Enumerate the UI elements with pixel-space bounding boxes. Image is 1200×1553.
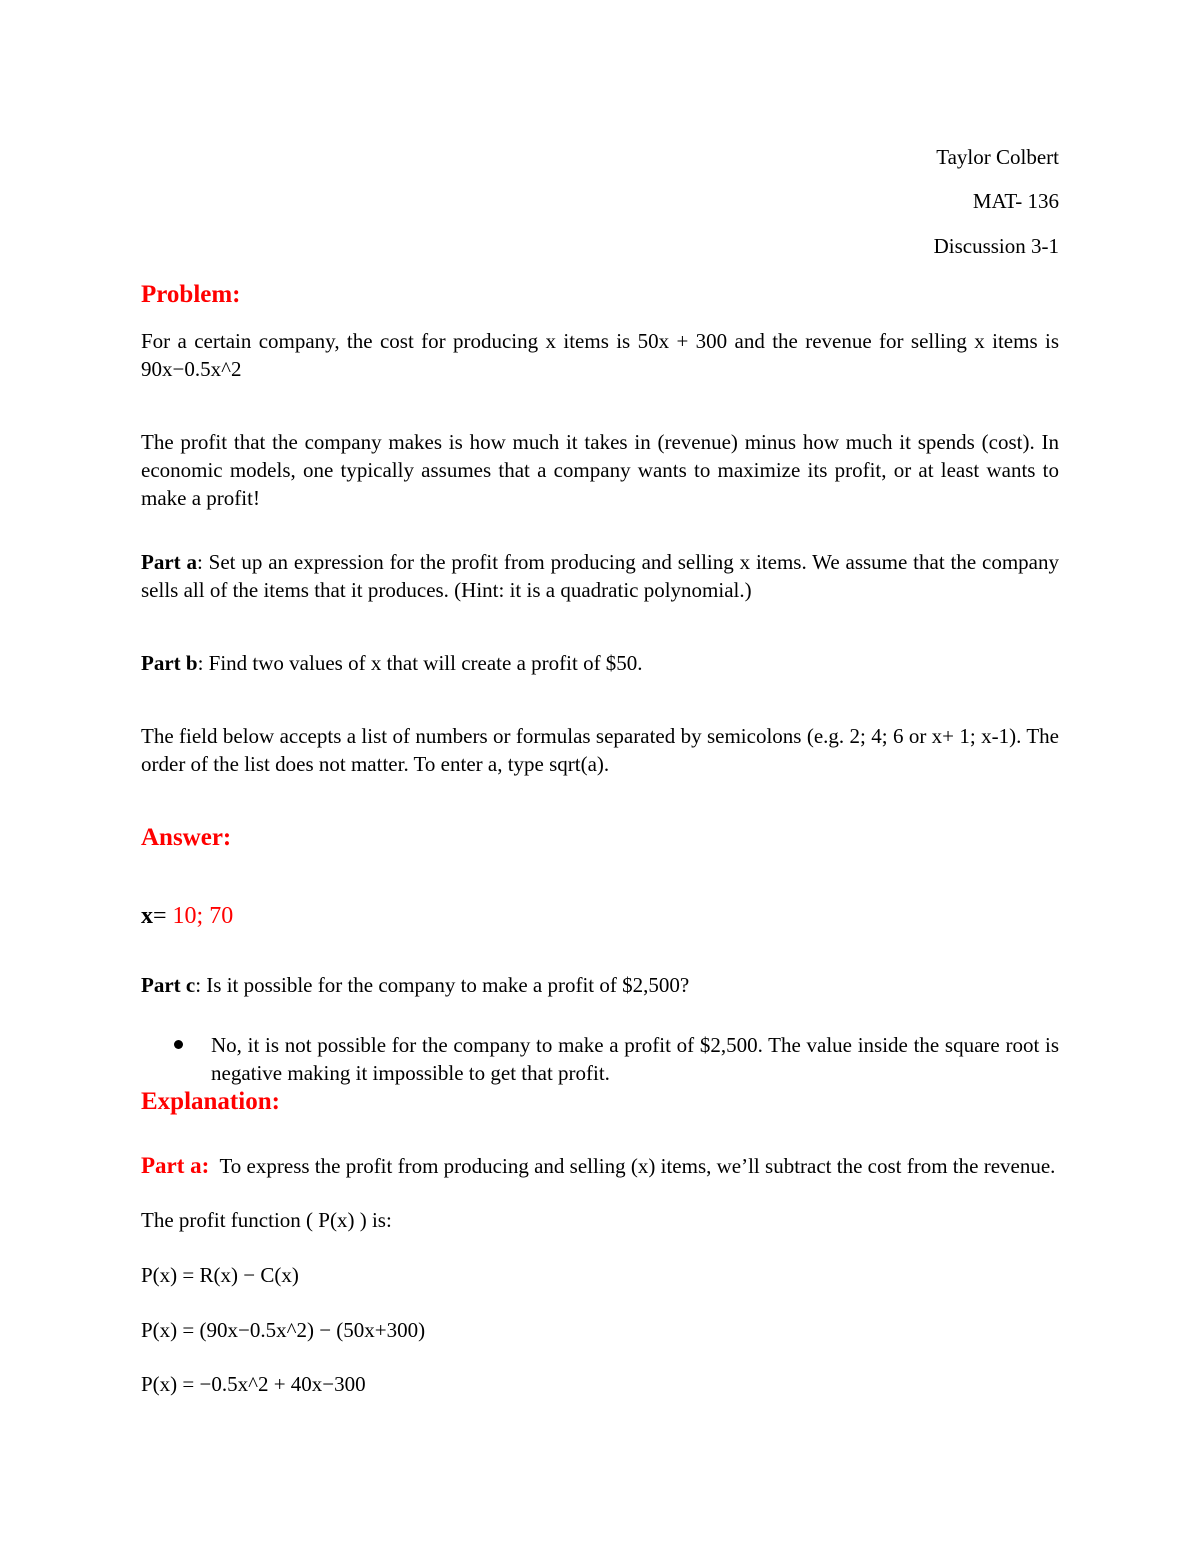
profit-paragraph: The profit that the company makes is how much it takes in (revenue) minus how much it spends (cost). In economic models, one typically assumes that a company wants to maximize its profit, or at least wants to make a profit! xyxy=(141,430,1059,510)
answer-equals: = xyxy=(153,903,167,929)
author-name: Taylor Colbert xyxy=(936,145,1059,169)
part-c-label: Part c xyxy=(141,973,196,997)
answer-values xyxy=(141,901,233,931)
answer-x-label: x xyxy=(141,903,153,929)
explanation-part-a xyxy=(141,1152,1059,1180)
part-b-question xyxy=(141,649,1059,677)
profit-function-intro: The profit function ( P(x) ) is: xyxy=(141,1208,392,1232)
part-a-label: Part a xyxy=(141,550,197,574)
equation-1: P(x) = R(x) − C(x) xyxy=(141,1263,299,1287)
answer-heading: Answer: xyxy=(141,824,232,851)
explanation-heading: Explanation: xyxy=(141,1088,280,1115)
answer-x-values: 10; 70 xyxy=(166,903,234,929)
part-a-question xyxy=(141,548,1059,604)
problem-statement: For a certain company, the cost for producing x items is 50x + 300 and the revenue for selling x items is 90x−0.5x^2 xyxy=(141,329,1059,381)
problem-heading: Problem: xyxy=(141,281,241,308)
explanation-part-a-text: To express the profit from producing and selling (x) items, we’ll subtract the cost from the revenue. xyxy=(209,1154,1056,1178)
part-a-text: : Set up an expression for the profit from producing and selling x items. We assume that the company sells all of the items that it produces. (Hint: it is a quadratic polynomial.) xyxy=(141,550,1059,602)
equation-3: P(x) = −0.5x^2 + 40x−300 xyxy=(141,1372,366,1396)
part-b-label: Part b xyxy=(141,651,198,675)
field-note: The field below accepts a list of numbers or formulas separated by semicolons (e.g. 2; 4; 6 or x+ 1; x-1). The order of the list does not matter. To enter a, type sqrt(a). xyxy=(141,724,1059,776)
part-c-text: : Is it possible for the company to make a profit of $2,500? xyxy=(195,973,690,997)
part-b-text: : Find two values of x that will create a profit of $50. xyxy=(197,651,643,675)
course-code: MAT- 136 xyxy=(972,189,1059,213)
equation-2: P(x) = (90x−0.5x^2) − (50x+300) xyxy=(141,1318,426,1342)
part-c-question xyxy=(141,971,1059,999)
explanation-part-a-label: Part a: xyxy=(141,1153,210,1178)
assignment-title: Discussion 3-1 xyxy=(933,234,1059,258)
part-c-answer: No, it is not possible for the company to make a profit of $2,500. The value inside the square root is negative making it impossible to get that profit. xyxy=(211,1033,1059,1085)
bullet-icon xyxy=(174,1040,183,1049)
